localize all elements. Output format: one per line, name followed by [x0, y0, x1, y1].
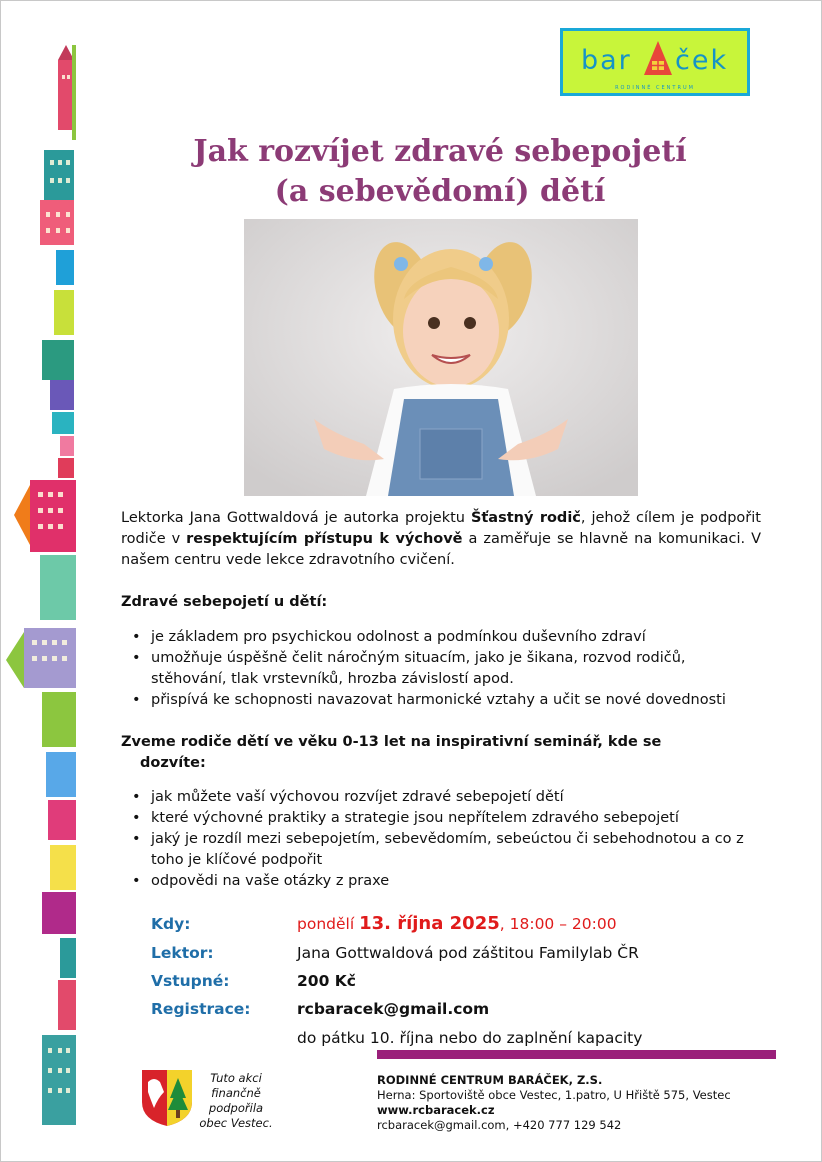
when-label: Kdy: — [151, 915, 191, 933]
sponsor-line: Tuto akci — [210, 1071, 262, 1085]
section2-heading-line1: Zveme rodiče dětí ve věku 0-13 let na inspirativní seminář, kde se — [121, 734, 662, 750]
when-day: pondělí — [297, 915, 360, 933]
list-item: • je základem pro psychickou odolnost a podmínkou duševního zdraví — [121, 627, 761, 648]
when-date: 13. října 2025 — [359, 913, 500, 934]
fee-label: Vstupné: — [151, 972, 230, 990]
list-item: • jaký je rozdíl mezi sebepojetím, sebevědomím, sebeúctou či sebehodnotou a co z toho je klíčové podpořit — [121, 829, 761, 871]
section1-heading: Zdravé sebepojetí u dětí: — [121, 594, 328, 610]
intro-approach: respektujícím přístupu k výchově — [186, 531, 463, 547]
sponsor-line: finančně — [211, 1086, 261, 1100]
fee-value: 200 Kč — [297, 972, 356, 990]
baracek-logo — [560, 28, 750, 96]
page-title-line2: (a sebevědomí) dětí — [274, 174, 606, 209]
sponsor-line: obec Vestec. — [199, 1116, 273, 1130]
registration-email[interactable]: rcbaracek@gmail.com — [297, 1000, 490, 1018]
house-icon — [643, 39, 673, 79]
intro-paragraph — [121, 508, 761, 571]
when-time: , 18:00 – 20:00 — [499, 915, 617, 933]
intro-text-2: , jehož cílem je podpořit rodiče v — [121, 510, 761, 547]
section2-heading-line2: dozvíte: — [140, 755, 206, 771]
sponsor-line: podpořila — [208, 1101, 264, 1115]
footer-address: Herna: Sportoviště obce Vestec, 1.patro, U Hřiště 575, Vestec — [377, 1088, 731, 1102]
section2-list — [121, 787, 761, 892]
list-item: • odpovědi na vaše otázky z praxe — [121, 871, 761, 892]
lector-value: Jana Gottwaldová pod záštitou Familylab ČR — [297, 944, 639, 962]
registration-deadline: do pátku 10. října nebo do zaplnění kapacity — [297, 1029, 643, 1047]
section1-list — [121, 627, 761, 711]
intro-project-name: Šťastný rodič — [470, 510, 581, 526]
intro-text-1: Lektorka Jana Gottwaldová je autorka projektu — [121, 510, 471, 526]
footer-contact — [377, 1073, 731, 1133]
logo-subtitle: RODINNÉ CENTRUM — [615, 85, 695, 91]
divider-bar — [377, 1050, 776, 1059]
when-value — [297, 913, 617, 934]
sponsor-note — [196, 1071, 276, 1131]
registration-label: Registrace: — [151, 1000, 251, 1018]
footer-web-link[interactable]: www.rcbaracek.cz — [377, 1103, 495, 1117]
logo-text-right: ček — [675, 45, 729, 76]
list-item: • které výchovné praktiky a strategie jsou nepřítelem zdravého sebepojetí — [121, 808, 761, 829]
buildings-illustration — [0, 0, 110, 1162]
vestec-coat-of-arms-icon — [140, 1068, 194, 1128]
page-title-line1: Jak rozvíjet zdravé sebepojetí — [193, 134, 687, 169]
footer-contact-line: rcbaracek@gmail.com, +420 777 129 542 — [377, 1118, 622, 1132]
list-item: • jak můžete vaší výchovou rozvíjet zdravé sebepojetí dětí — [121, 787, 761, 808]
intro-text-3: a zaměřuje se hlavně na komunikaci. V našem centru vede lekce zdravotního cvičení. — [121, 531, 761, 568]
footer-org: RODINNÉ CENTRUM BARÁČEK, Z.S. — [377, 1073, 603, 1087]
lector-label: Lektor: — [151, 944, 214, 962]
section2-heading — [121, 732, 761, 774]
logo-text-left: bar — [581, 45, 632, 76]
list-item: • přispívá ke schopnosti navazovat harmonické vztahy a učit se nové dovednosti — [121, 690, 761, 711]
list-item: • umožňuje úspěšně čelit náročným situacím, jako je šikana, rozvod rodičů, stěhování, tlak vrstevníků, hrozba závislostí apod. — [121, 648, 761, 690]
child-photo — [244, 219, 638, 496]
